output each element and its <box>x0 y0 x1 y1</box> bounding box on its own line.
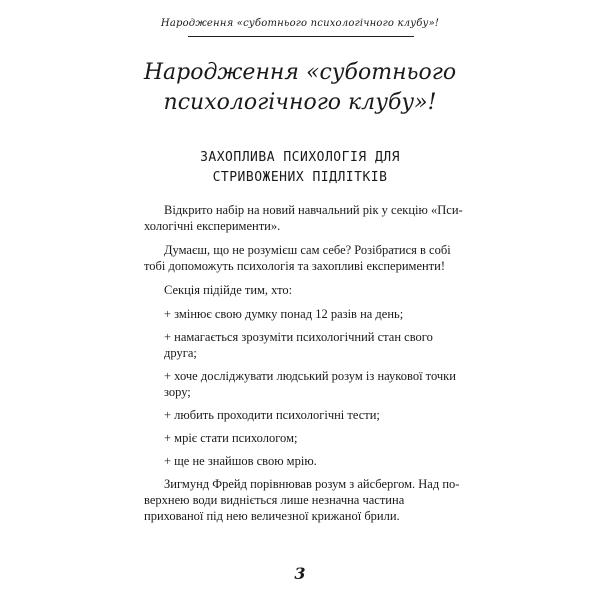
chapter-title-line-2: психологічного клубу»! <box>163 90 437 115</box>
chapter-title <box>90 58 510 118</box>
running-header: Народження «суботнього психологічного клубу»! <box>160 18 440 29</box>
header-rule <box>188 36 414 37</box>
section-heading-line-1: ЗАХОПЛИВА ПСИХОЛОГІЯ ДЛЯ <box>200 150 400 165</box>
page-number: 3 <box>294 564 306 583</box>
list-item: + любить проходити психологічні тести; <box>164 408 380 422</box>
paragraph-freud: Зигмунд Фрейд порівнював розум з айсбергом. Над по-верхнею води видніється лише незначна частина прихованої під нею величезної крижаної брили. <box>144 477 460 523</box>
chapter-title-line-1: Народження «суботнього <box>143 60 457 85</box>
paragraph-audience: Секція підійде тим, хто: <box>164 283 293 297</box>
list-item: + хоче досліджувати людський розум із наукової точки зору; <box>164 369 456 399</box>
list-item: + ще не знайшов свою мрію. <box>164 454 317 468</box>
list-item: + намагається зрозуміти психологічний стан свого друга; <box>164 330 433 360</box>
body-text <box>144 202 464 532</box>
paragraph-question: Думаєш, що не розумієш сам себе? Розібратися в собі тобі допоможуть психологія та захопливі експерименти! <box>144 243 451 273</box>
section-heading <box>100 148 500 188</box>
list-item: + змінює свою думку понад 12 разів на день; <box>164 307 404 321</box>
audience-list <box>144 306 464 469</box>
section-heading-line-2: СТРИВОЖЕНИХ ПІДЛІТКІВ <box>212 170 388 185</box>
list-item: + мріє стати психологом; <box>164 431 298 445</box>
paragraph-intro: Відкрито набір на новий навчальний рік у секцію «Пси-хологічні експерименти». <box>144 203 463 233</box>
